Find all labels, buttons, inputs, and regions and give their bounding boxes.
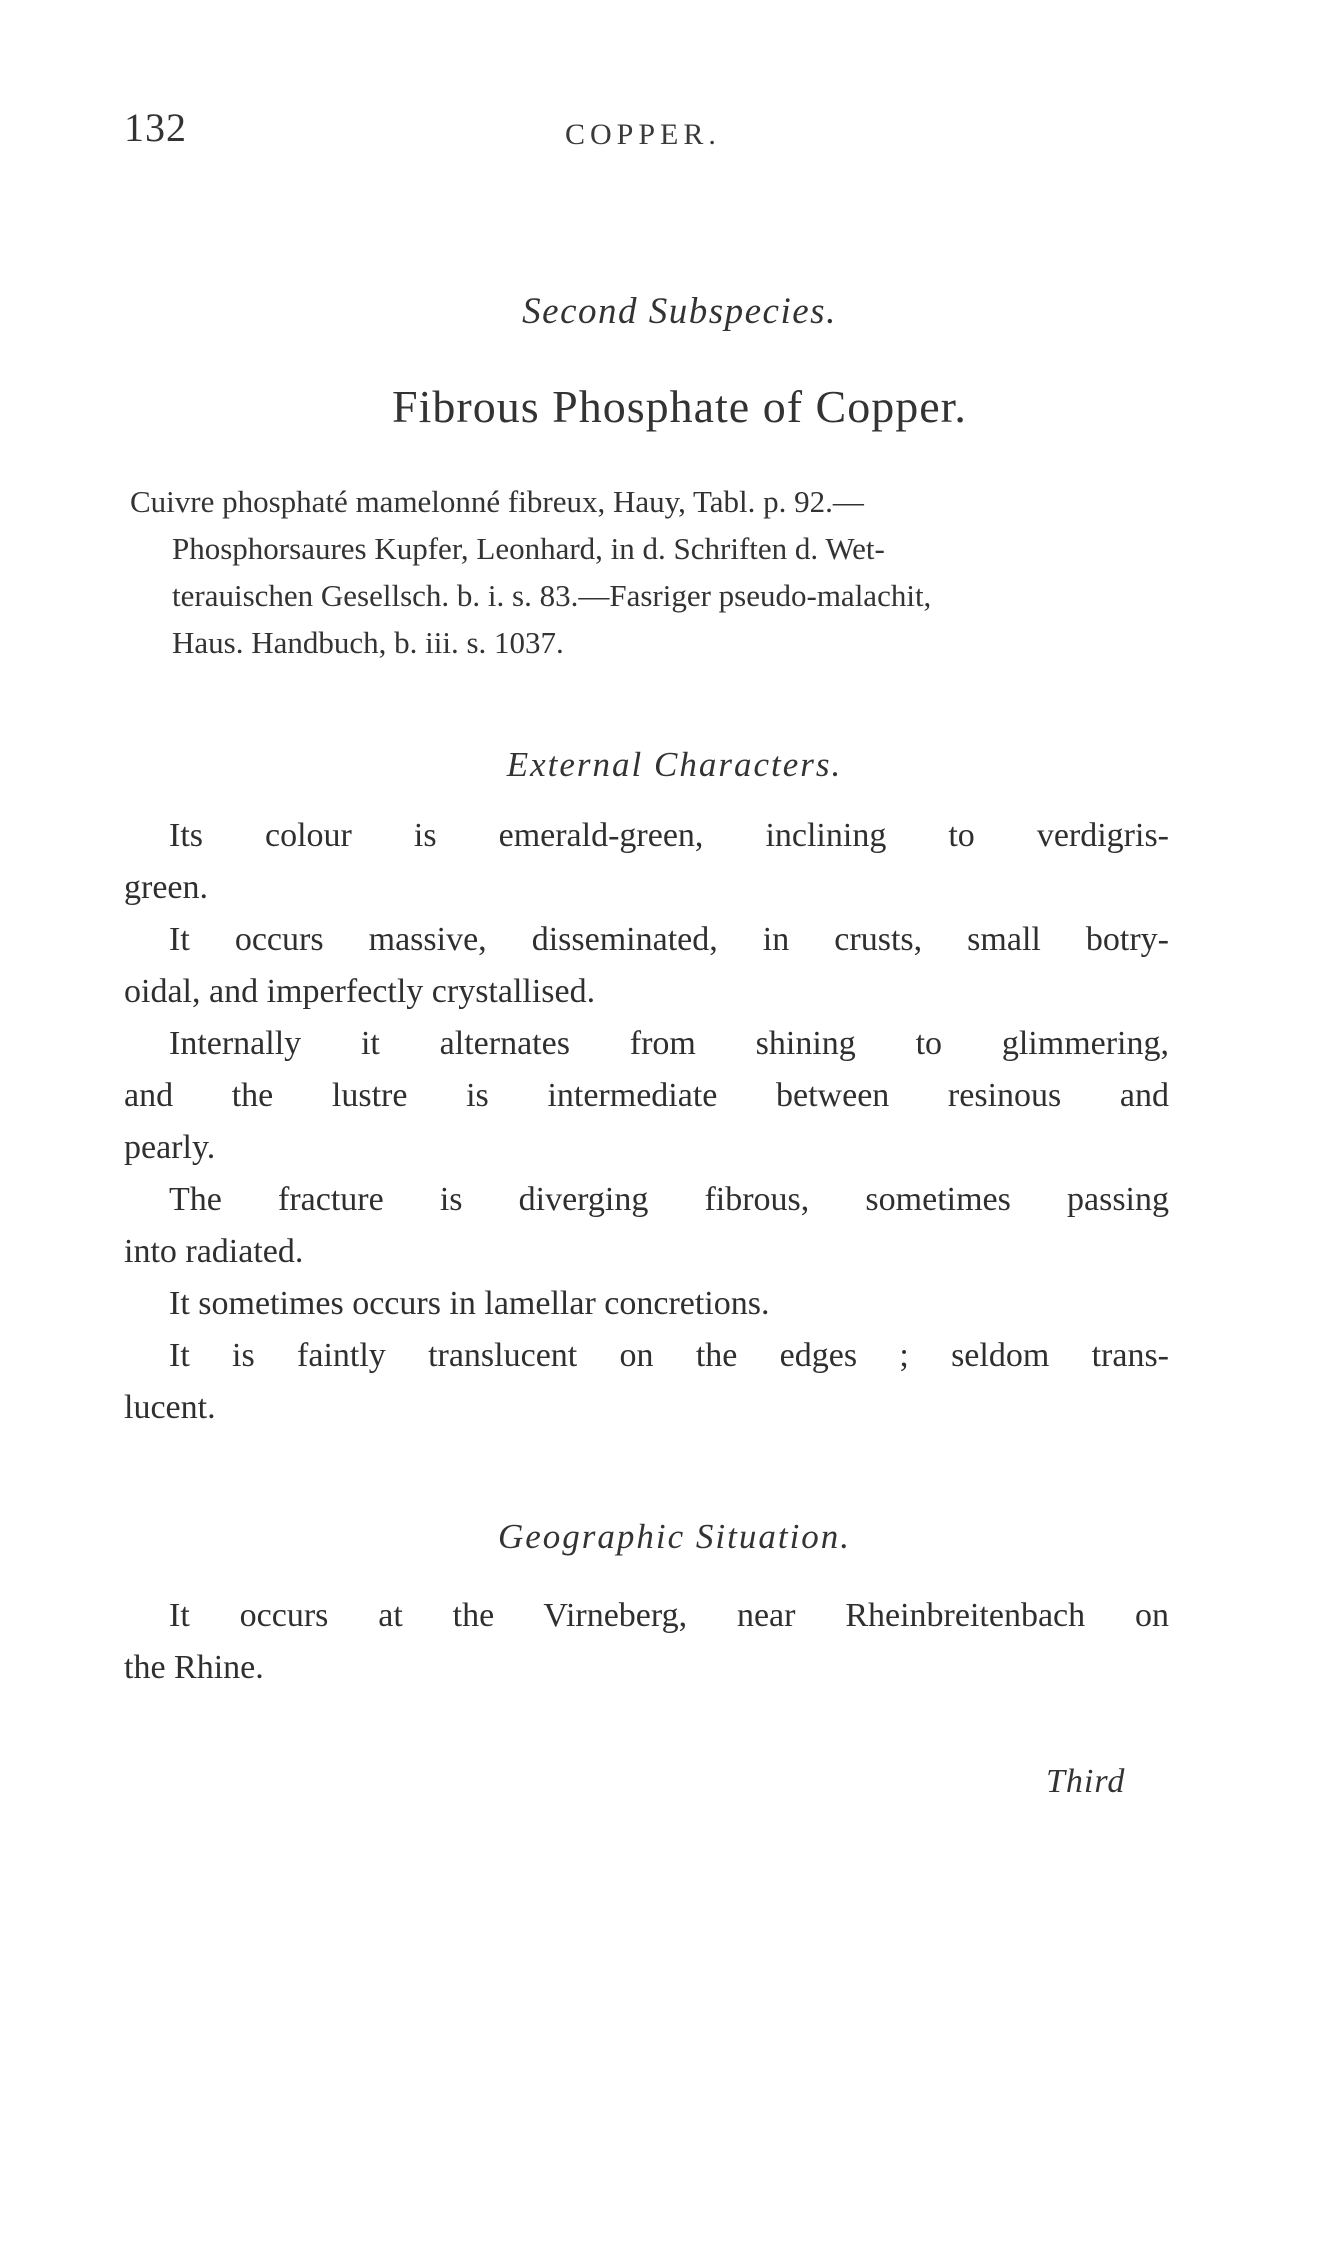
text-line: Its colour is emerald-green, inclining to verdigris- [169, 817, 1169, 854]
subspecies-heading: Second Subspecies. [522, 291, 837, 332]
text-line: The fracture is diverging fibrous, sometimes passing [169, 1181, 1169, 1218]
text-line: green. [124, 869, 209, 906]
text-line: the Rhine. [124, 1649, 264, 1686]
running-head: COPPER. [565, 118, 721, 151]
text-line: Internally it alternates from shining to glimmering, [169, 1025, 1169, 1062]
page-number: 132 [124, 105, 187, 150]
synonymy-line: Haus. Handbuch, b. iii. s. 1037. [172, 625, 564, 660]
page-title: Fibrous Phosphate of Copper. [392, 381, 967, 432]
paragraph [124, 1174, 1169, 1278]
text-line: into radiated. [124, 1233, 304, 1270]
paragraph [124, 1330, 1169, 1434]
synonymy-line: Phosphorsaures Kupfer, Leonhard, in d. Schriften d. Wet- [172, 531, 885, 566]
external-characters-heading: External Characters. [506, 745, 843, 784]
paragraph [124, 1018, 1169, 1174]
text-line: It is faintly translucent on the edges ; seldom trans- [169, 1337, 1169, 1374]
synonymy-block [130, 478, 1170, 666]
geographic-situation-body [124, 1590, 1169, 1694]
text-line: lucent. [124, 1389, 216, 1426]
paragraph [124, 1278, 1169, 1330]
text-line: and the lustre is intermediate between resinous and [124, 1077, 1169, 1114]
paragraph [124, 810, 1169, 914]
synonymy-line: Cuivre phosphaté mamelonné fibreux, Hauy, Tabl. p. 92.— [130, 484, 864, 519]
text-line: It occurs massive, disseminated, in crusts, small botry- [169, 921, 1169, 958]
text-line: pearly. [124, 1129, 216, 1166]
external-characters-body [124, 810, 1169, 1434]
text-line: It sometimes occurs in lamellar concretions. [169, 1285, 770, 1322]
text-line: It occurs at the Virneberg, near Rheinbreitenbach on [169, 1597, 1169, 1634]
text-line: oidal, and imperfectly crystallised. [124, 973, 596, 1010]
paragraph [124, 914, 1169, 1018]
paragraph [124, 1590, 1169, 1694]
synonymy-line: terauischen Gesellsch. b. i. s. 83.—Fasriger pseudo-malachit, [172, 578, 932, 613]
geographic-situation-heading: Geographic Situation. [497, 1517, 852, 1556]
catchword: Third [1046, 1763, 1126, 1800]
